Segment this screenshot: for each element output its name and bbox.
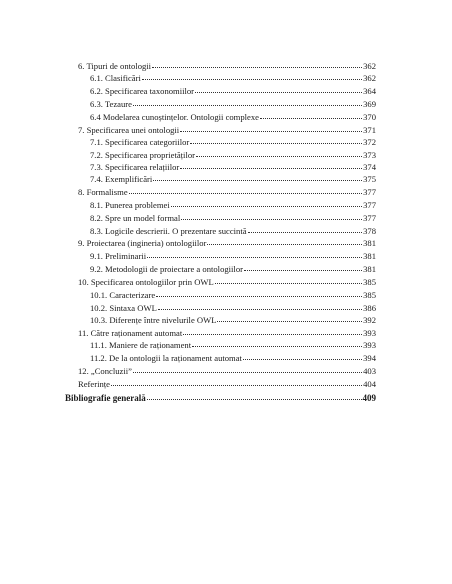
dot-leader (147, 393, 362, 400)
toc-entry-page: 394 (363, 353, 376, 363)
toc-entry (78, 238, 376, 248)
toc-entry (78, 277, 376, 287)
toc-entry-page: 393 (363, 340, 376, 350)
dot-leader (192, 340, 362, 347)
dot-leader (217, 315, 362, 322)
dot-leader (156, 290, 362, 297)
toc-entry (90, 251, 376, 261)
dot-leader (195, 86, 362, 93)
dot-leader (147, 251, 362, 258)
toc-entry-page: 377 (363, 213, 376, 223)
toc-entry-page: 381 (363, 238, 376, 248)
toc-entry-title: 10.2. Sintaxa OWL (90, 303, 157, 313)
toc-entry-title: 6. Tipuri de ontologii (78, 61, 152, 71)
dot-leader (180, 125, 362, 132)
toc-entry-page: 377 (363, 187, 376, 197)
toc-entry (90, 290, 376, 300)
toc-entry (90, 226, 376, 236)
toc-entry (90, 73, 376, 83)
toc-entry-page: 375 (363, 174, 376, 184)
toc-entry-page: 372 (363, 137, 376, 147)
toc-entry-title: 7.1. Specificarea categoriilor (90, 137, 190, 147)
toc-entry-page: 364 (363, 86, 376, 96)
toc-entry (90, 137, 376, 147)
toc-entry-page: 378 (363, 226, 376, 236)
toc-entry-title: Bibliografie generală (65, 393, 146, 403)
dot-leader (183, 328, 362, 335)
toc-entry (78, 187, 376, 197)
dot-leader (180, 162, 362, 169)
toc-entry-title: 9.1. Preliminarii (90, 251, 147, 261)
toc-entry-page: 403 (363, 366, 376, 376)
dot-leader (152, 61, 362, 68)
toc-entry (78, 125, 376, 135)
dot-leader (158, 303, 362, 310)
toc-entry-page: 374 (363, 162, 376, 172)
toc-entry (90, 112, 376, 122)
dot-leader (190, 137, 362, 144)
toc-entry (90, 162, 376, 172)
dot-leader (133, 366, 362, 373)
dot-leader (244, 264, 362, 271)
toc-entry-title: 9.2. Metodologii de proiectare a ontologiilor (90, 264, 243, 274)
toc-entry-title: 8.1. Punerea problemei (90, 200, 170, 210)
dot-leader (248, 226, 363, 233)
dot-leader (171, 200, 362, 207)
dot-leader (111, 379, 362, 386)
toc-entry-page: 381 (363, 251, 376, 261)
toc-entry-page: 386 (363, 303, 376, 313)
toc-entry-page: 377 (363, 200, 376, 210)
toc-entry-page: 385 (363, 290, 376, 300)
dot-leader (196, 150, 362, 157)
toc-entry (90, 86, 376, 96)
toc-entry-title: 7.4. Exemplificări (90, 174, 153, 184)
toc-entry-title: 6.1. Clasificări (90, 73, 141, 83)
toc-entry (90, 200, 376, 210)
dot-leader (153, 174, 362, 181)
toc-entry-title: 12. „Concluzii” (78, 366, 132, 376)
toc-entry-title: 7. Specificarea unei ontologii (78, 125, 180, 135)
toc-entry-title: 10.1. Caracterizare (90, 290, 156, 300)
toc-entry-page: 409 (362, 393, 376, 403)
toc-entry-title: 9. Proiectarea (ingineria) ontologiilor (78, 238, 207, 248)
toc-entry-page: 404 (363, 379, 376, 389)
dot-leader (260, 112, 362, 119)
toc-entry (90, 174, 376, 184)
toc-entry-title: 8.2. Spre un model formal (90, 213, 181, 223)
toc-entry (90, 353, 376, 363)
toc-entry (90, 264, 376, 274)
toc-entry-title: Referințe (78, 379, 110, 389)
toc-entry-page: 392 (363, 315, 376, 325)
toc-entry (78, 366, 376, 376)
toc-entry-title: 10.3. Diferențe între nivelurile OWL (90, 315, 217, 325)
dot-leader (129, 187, 362, 194)
toc-entry-bibliography (65, 393, 376, 403)
dot-leader (215, 277, 362, 284)
toc-entry-title: 10. Specificarea ontologiilor prin OWL (78, 277, 214, 287)
toc-entry (78, 61, 376, 71)
dot-leader (133, 99, 362, 106)
toc-entry-page: 373 (363, 150, 376, 160)
toc-entry-title: 8.3. Logicile descrierii. O prezentare succintă (90, 226, 247, 236)
toc-entry (78, 379, 376, 389)
toc-entry (90, 315, 376, 325)
dot-leader (207, 238, 362, 245)
toc-entry-title: 11. Către raționament automat (78, 328, 183, 338)
dot-leader (142, 73, 362, 80)
toc-entry-title: 6.2. Specificarea taxonomiilor (90, 86, 195, 96)
toc-entry-page: 362 (363, 73, 376, 83)
toc-entry (90, 213, 376, 223)
toc-entry-page: 385 (363, 277, 376, 287)
dot-leader (243, 353, 362, 360)
toc-entry-title: 6.3. Tezaure (90, 99, 132, 109)
toc-entry-title: 11.1. Maniere de raționament (90, 340, 192, 350)
toc-entry-title: 8. Formalisme (78, 187, 128, 197)
toc-entry-title: 6.4 Modelarea cunoștințelor. Ontologii complexe (90, 112, 259, 122)
toc-entry-title: 11.2. De la ontologii la raționament automat (90, 353, 242, 363)
toc-entry (90, 303, 376, 313)
toc-entry-page: 393 (363, 328, 376, 338)
toc-entry (78, 328, 376, 338)
toc-entry-page: 371 (363, 125, 376, 135)
toc-entry-page: 362 (363, 61, 376, 71)
toc-entry (90, 99, 376, 109)
toc-entry-page: 370 (363, 112, 376, 122)
toc-entry-page: 369 (363, 99, 376, 109)
toc-entry-page: 381 (363, 264, 376, 274)
dot-leader (181, 213, 362, 220)
toc-entry (90, 150, 376, 160)
toc-entry-title: 7.3. Specificarea relațiilor (90, 162, 180, 172)
toc-entry-title: 7.2. Specificarea proprietăților (90, 150, 195, 160)
toc-entry (90, 340, 376, 350)
